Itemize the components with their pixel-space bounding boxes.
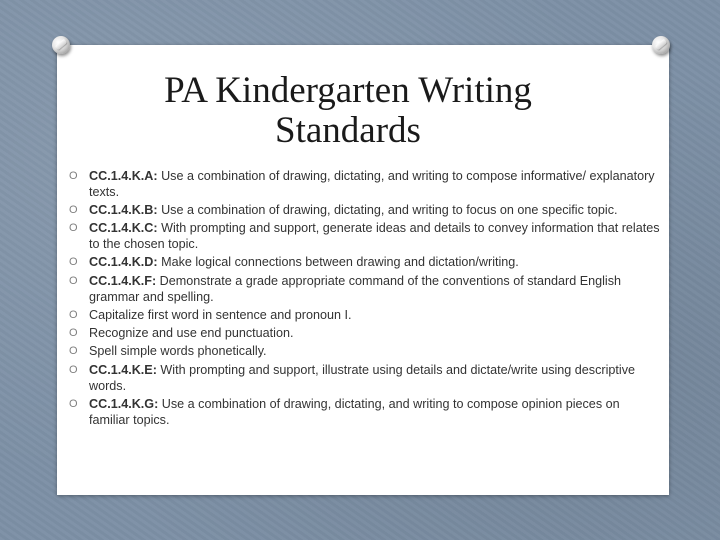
list-item bbox=[69, 308, 661, 324]
bullet-icon: O bbox=[69, 308, 78, 321]
standard-description: Capitalize first word in sentence and pronoun I. bbox=[89, 307, 352, 322]
bullet-icon: O bbox=[69, 170, 78, 182]
bullet-icon: O bbox=[69, 274, 78, 287]
list-item bbox=[69, 169, 661, 201]
slide-card bbox=[57, 45, 669, 495]
list-item-text bbox=[89, 169, 661, 201]
standard-description: Recognize and use end punctuation. bbox=[89, 326, 294, 341]
list-item-text bbox=[89, 308, 661, 324]
list-item-text bbox=[89, 344, 661, 360]
standard-code: CC.1.4.K.A: bbox=[89, 169, 158, 183]
standard-description: With prompting and support, generate ideas and details to convey information that relates to the chosen topic. bbox=[89, 221, 660, 252]
standard-code: CC.1.4.K.E: bbox=[89, 362, 157, 377]
list-item bbox=[69, 344, 661, 360]
bullet-icon: O bbox=[69, 204, 78, 217]
standard-code: CC.1.4.K.C: bbox=[89, 221, 158, 236]
standard-description: Use a combination of drawing, dictating, and writing to compose opinion pieces on familiar topics. bbox=[89, 396, 620, 427]
slide-title-line-2: Standards bbox=[275, 110, 421, 151]
list-item-text bbox=[89, 326, 661, 342]
list-item-text bbox=[89, 274, 661, 306]
list-item bbox=[69, 363, 661, 395]
standard-description: Use a combination of drawing, dictating, and writing to compose informative/ explanatory texts. bbox=[89, 169, 655, 199]
standard-description: Use a combination of drawing, dictating, and writing to focus on one specific topic. bbox=[157, 203, 618, 218]
bullet-icon: O bbox=[69, 345, 78, 358]
list-item-text bbox=[89, 363, 661, 395]
bullet-icon: O bbox=[69, 363, 78, 376]
bullet-icon: O bbox=[69, 397, 78, 410]
slide-title bbox=[57, 71, 639, 151]
bullet-icon: O bbox=[69, 327, 78, 340]
list-item-text bbox=[89, 203, 661, 219]
standard-description: Demonstrate a grade appropriate command of the conventions of standard English grammar and spelling. bbox=[89, 273, 622, 304]
standard-code: CC.1.4.K.G: bbox=[89, 396, 159, 411]
standards-list bbox=[69, 169, 661, 431]
slide-title-line-1: PA Kindergarten Writing bbox=[164, 70, 532, 111]
list-item-text bbox=[89, 397, 661, 429]
bullet-icon: O bbox=[69, 256, 78, 269]
list-item bbox=[69, 326, 661, 342]
standard-description: Spell simple words phonetically. bbox=[89, 344, 267, 359]
standard-code: CC.1.4.K.D: bbox=[89, 255, 158, 270]
pushpin-left-icon bbox=[52, 36, 70, 54]
standard-description: With prompting and support, illustrate using details and dictate/write using descriptive words. bbox=[89, 362, 635, 393]
list-item bbox=[69, 255, 661, 271]
list-item bbox=[69, 274, 661, 306]
standard-description: Make logical connections between drawing and dictation/writing. bbox=[157, 255, 519, 270]
list-item bbox=[69, 397, 661, 429]
standard-code: CC.1.4.K.F: bbox=[89, 273, 157, 288]
standard-code: CC.1.4.K.B: bbox=[89, 203, 158, 218]
list-item bbox=[69, 221, 661, 253]
list-item-text bbox=[89, 255, 661, 271]
pushpin-right-icon bbox=[652, 36, 670, 54]
bullet-icon: O bbox=[69, 222, 78, 235]
list-item-text bbox=[89, 221, 661, 253]
list-item bbox=[69, 203, 661, 219]
